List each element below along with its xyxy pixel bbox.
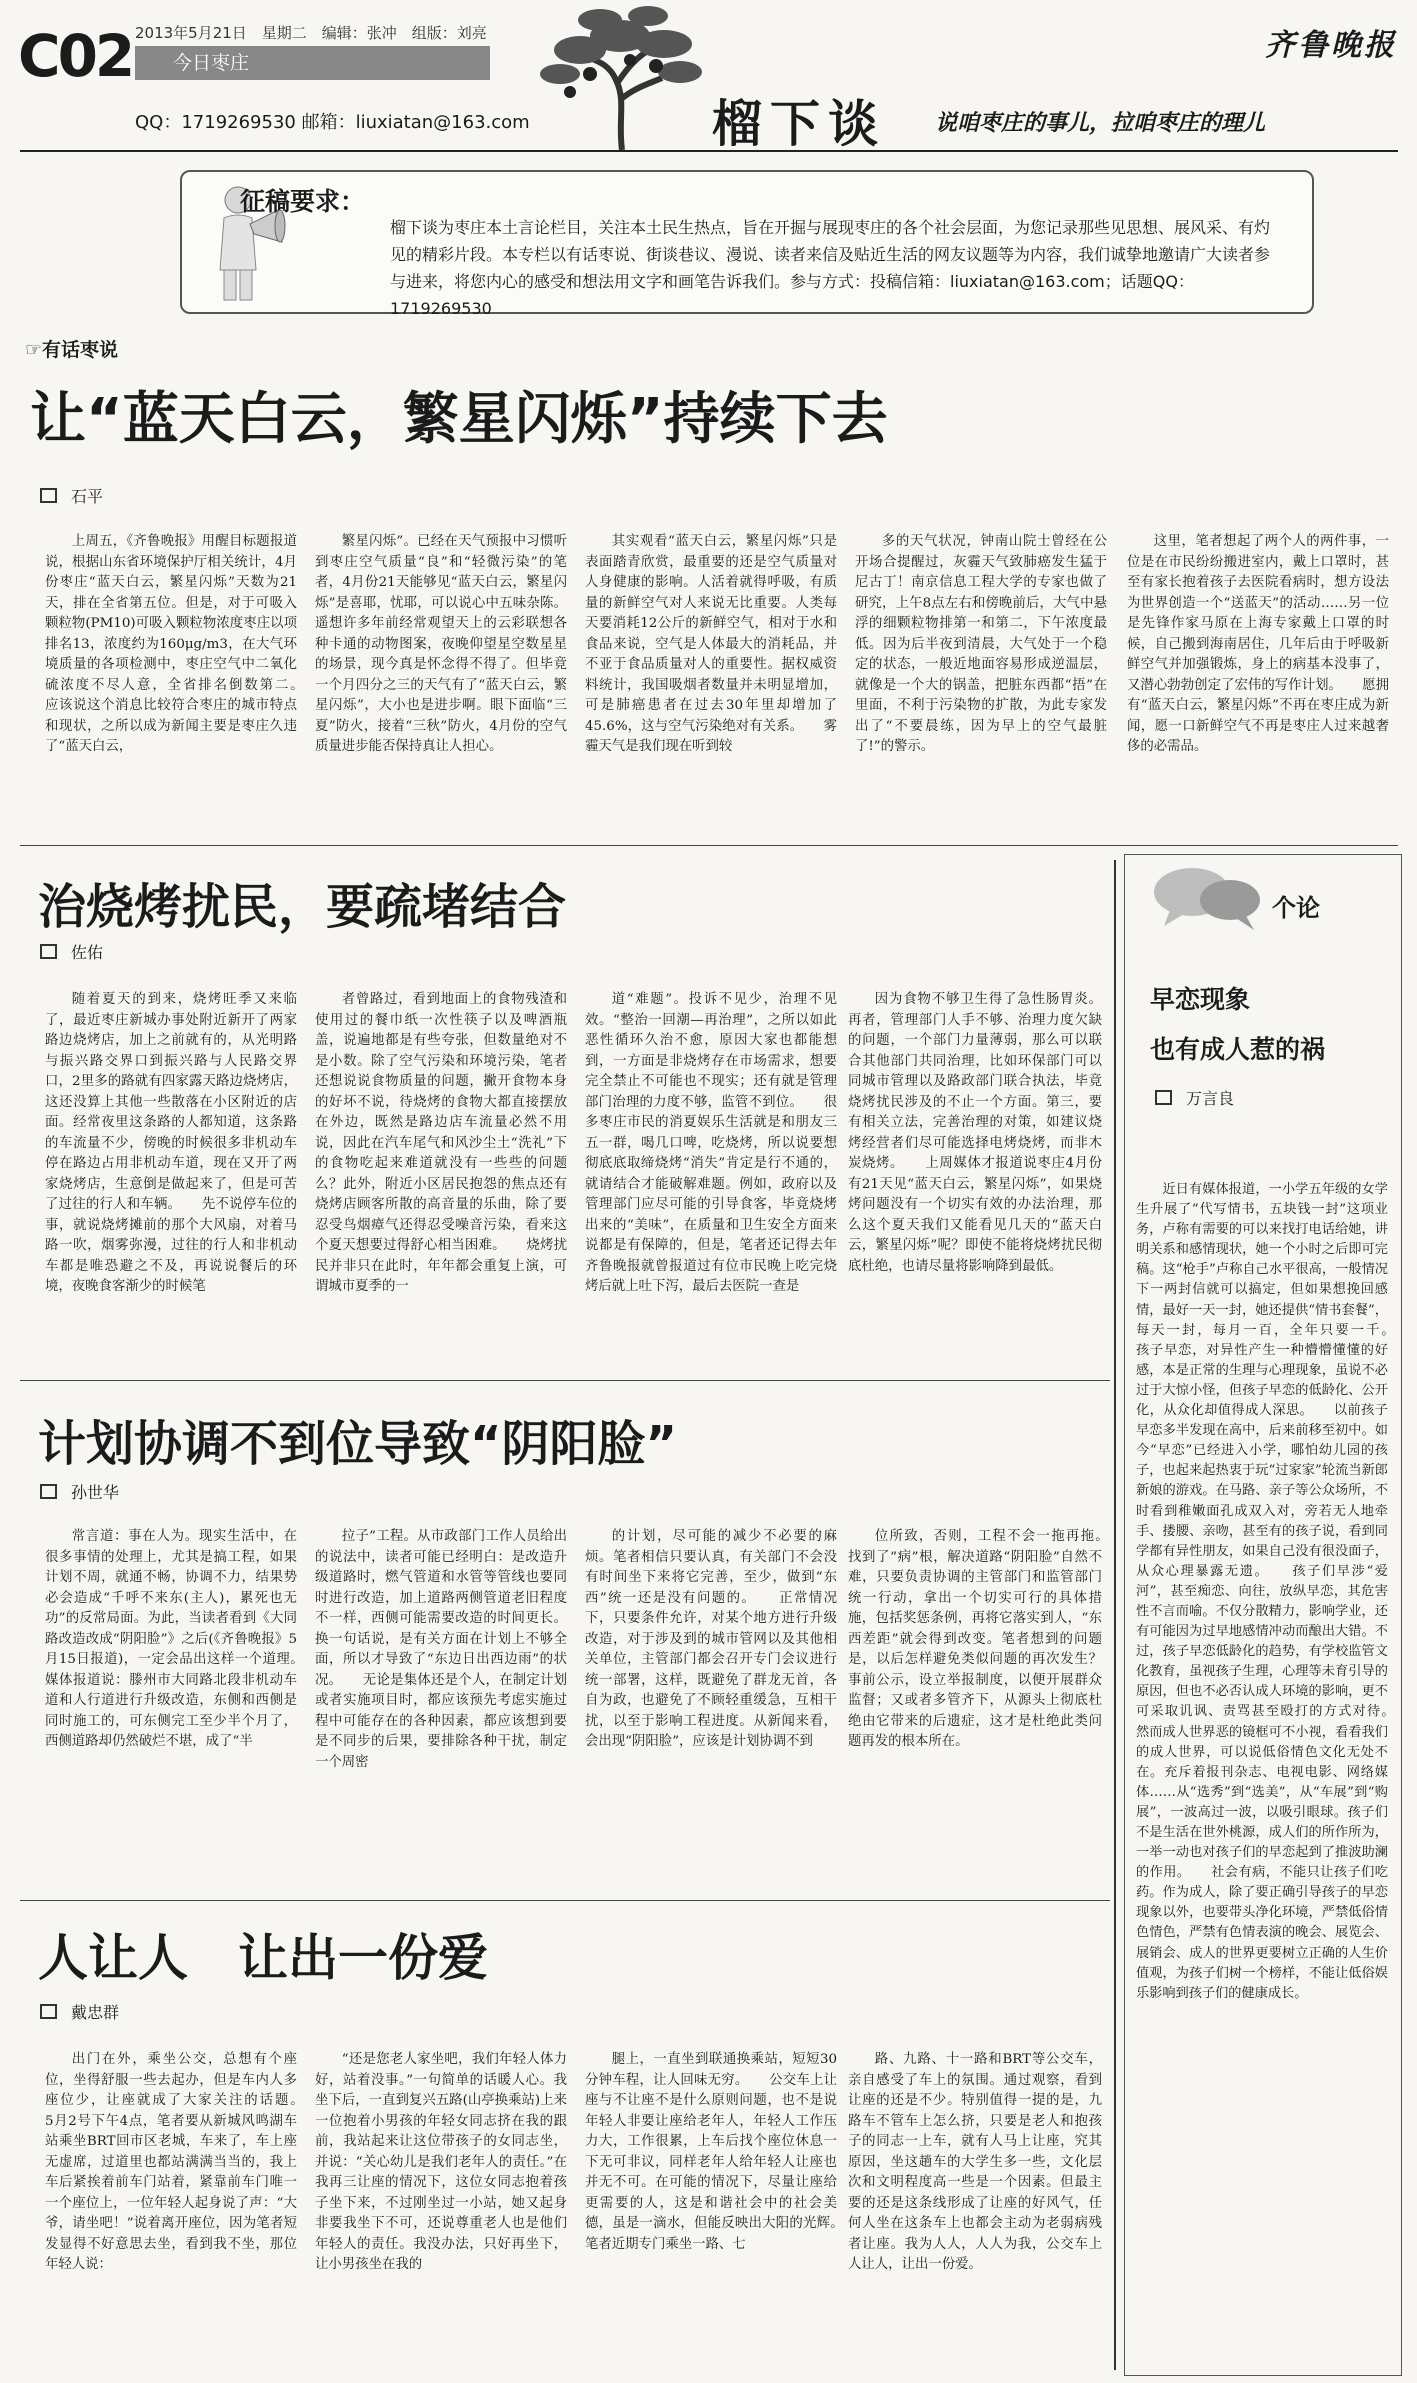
call-text: 榴下谈为枣庄本土言论栏目，关注本土民生热点，旨在开掘与展现枣庄的各个社会层面，为您记录那些见思想、展风采、有灼见的精彩片段。本专栏以有话枣说、街谈巷议、漫说、读者来信及贴近生活的网友议题等为内容，我们诚挚地邀请广大读者参与进来，将您内心的感受和想法用文字和画笔告诉我们。参与方式：投稿信箱：liuxiatan@163.com；话题QQ：1719269530: [390, 218, 1271, 318]
column-slogan: 说咱枣庄的事儿，拉咱枣庄的理儿: [935, 110, 1266, 136]
article-4-column-4: [848, 2050, 1102, 2365]
section-tag-label: 有话枣说: [42, 339, 119, 361]
pomegranate-tree-icon: [530, 0, 710, 150]
article-4-column-2: [315, 2050, 567, 2365]
article-3-column-1-text: 常言道：事在人为。现实生活中，在很多事情的处理上，尤其是搞工程，如果计划不周，就通不畅，协调不力，结果势必会造成“千呼不来东(主人)，累死也无功”的反常局面。为此，当读者看到《大同路改造改成“阴阳脸”》之后(《齐鲁晚报》5月15日报道)，一定会品出这样一个道理。 媒体报道说：滕州市大同路北段非机动车道和人行道进行升级改造，东侧和西侧是同时施工的，可东侧完工至少半个月了，西侧道路却仍然破烂不堪，成了“半: [45, 1529, 297, 1749]
date-line: 2013年5月21日 星期二 编辑：张冲 组版：刘亮: [135, 24, 487, 42]
article-1-column-2: [315, 532, 567, 842]
divider-2: [20, 1380, 1110, 1381]
article-4-column-3-text: 腿上，一直坐到联通换乘站，短短30分钟车程，让人回味无穷。 公交车上让座与不让座不是什么原则问题，也不是说年轻人非要让座给老年人，年轻人工作压力大，工作很累，上车后找个座位休息一下无可非议，同样老年人给年轻人让座也并无不可。在可能的情况下，尽量让座给更需要的人，这是和谐社会中的社会美德，虽是一滴水，但能反映出大阳的光辉。 笔者近期专门乘坐一路、七: [585, 2052, 837, 2252]
article-2-author: 佐佑: [40, 940, 103, 963]
article-2-column-3: [585, 990, 837, 1375]
article-1-column-1: [45, 532, 297, 842]
sidebar-body-text: 近日有媒体报道，一小学五年级的女学生升展了“代写情书，五块钱一封”这项业务，卢称有需要的可以来找打电话给她，讲明关系和感情现状，她一个小时之后即可完稿。这“枪手”卢称自己水平很高，一般情况下一两封信就可以搞定，但如果想挽回感情，最好一天一封，她还提供“情书套餐”，每天一封，每月一百，全年只要一千。 孩子早恋，对异性产生一种懵懵懂懂的好感，本是正常的生理与心理现象，虽说不必过于大惊小怪，但孩子早恋的低龄化、公开化，从众化却值得成人深思。 以前孩子早恋多半发现在高中，后来前移至初中。如今“早恋”已经进入小学，哪怕幼儿园的孩子，也起来起热衷于玩“过家家”轮流当新郎新娘的游戏。在马路、亲子等公众场所，不时看到稚嫩面孔成双入对，旁若无人地牵手、搂腰、亲吻，甚至有的孩子说，看到同学都有异性朋友，如果自己没有很没面子，从众心理暴露无遗。 孩子们早涉“爱河”，甚至痴恋、向往，放纵早恋，其危害性不言而喻。不仅分散精力，影响学业，还有可能因为过早地感情冲动而酿出大错。不过，孩子早恋低龄化的趋势，有学校监管文化教育，虽视孩子生理，心理等未育引导的原因，但也不必否认成人环境的影响，更不可采取讥讽、责骂甚至殴打的方式对待。 然而成人世界恶的镜框可不小视，看看我们的成人世界，可以说低俗情色文化无处不在。充斥着报刊杂志、电视电影、网络媒体……从“选秀”到“选美”，从“车展”到“购展”，一波高过一波，以吸引眼球。孩子们不是生活在世外桃源，成人们的所作所为，一举一动也对孩子们的早恋起到了推波助澜的作用。 社会有病，不能只让孩子们吃药。作为成人，除了要正确引导孩子的早恋现象以外，也要带头净化环境，严禁低俗情色情色，严禁有色情表演的晚会、展览会、展销会、成人的世界更要树立正确的人生价值观，为孩子们树一个榜样，不能让低俗娱乐影响到孩子们的健康成长。: [1136, 1182, 1388, 2001]
section-tag: ☞有话枣说: [25, 339, 119, 361]
article-2-column-4: [848, 990, 1102, 1375]
sidebar-author: 万言良: [1155, 1086, 1234, 1109]
article-1-column-3-text: 其实观看“蓝天白云，繁星闪烁”只是表面踏青欣赏，最重要的还是空气质量对人身健康的影响。人活着就得呼吸，有质量的新鲜空气对人来说无比重要。人类每天要消耗12公斤的新鲜空气，相对于水和食品来说，空气是人体最大的消耗品，并不亚于食品质量对人的重要性。据权威资料统计，我国吸烟者数量并未明显增加，可是肺癌患者在过去30年里却增加了45.6%，这与空气污染绝对有关系。 雾霾天气是我们现在听到较: [585, 534, 837, 754]
article-4-column-1: [45, 2050, 297, 2365]
call-title: 征稿要求：: [240, 187, 366, 216]
divider-1: [20, 845, 1398, 846]
article-1-column-5-text: 这里，笔者想起了两个人的两件事，一位是在市民纷纷搬进室内，戴上口罩时，甚至有家长抱着孩子去医院看病时，想方设法为世界创造一个“送蓝天”的活动……另一位是先锋作家马原在上海专家戴上口罩的时候，自己搬到海南居住，几年后由于呼吸新鲜空气并加强锻炼，身上的病基本没事了，又潜心勃勃创定了宏伟的写作计划。 愿拥有“蓝天白云，繁星闪烁”不再在枣庄成为新闻，愿一口新鲜空气不再是枣庄人过来越奢侈的必需品。: [1127, 534, 1389, 754]
article-1-column-4-text: 多的天气状况，钟南山院士曾经在公开场合提醒过，灰霾天气致肺癌发生猛于尼古丁！南京信息工程大学的专家也做了研究，上午8点左右和傍晚前后，大气中悬浮的细颗粒物排第一和第二，下午浓度最低。因为后半夜到清晨，大气处于一个稳定的状态，一般近地面容易形成逆温层，就像是一个大的锅盖，把脏东西都“捂”在里面，不利于污染物的扩散，为此专家发出了“不要晨练，因为早上的空气最脏了!”的警示。: [855, 534, 1107, 754]
article-2-title: 治烧烤扰民，要疏堵结合: [38, 879, 567, 935]
sidebar-body: [1136, 1180, 1388, 2365]
divider-3: [20, 1900, 1110, 1901]
article-4-column-4-text: 路、九路、十一路和BRT等公交车，亲自感受了车上的氛围。通过观察，看到让座的还是不少。特别值得一提的是，九路车不管车上怎么挤，只要是老人和抱孩子的同志一上车，就有人马上让座，究其原因，坐这趟车的大学生多一些，文化层次和文明程度高一些是一个因素。但最主要的还是这条线形成了让座的好风气，任何人坐在这条车上也都会主动为老弱病残者让座。我为人人，人人为我，公交车上人让人，让出一份爱。: [848, 2052, 1102, 2272]
article-2-column-3-text: 道“难题”。投诉不见少，治理不见效。“整治一回潮—再治理”，之所以如此恶性循环久治不愈，原因大家也都能想到，一方面是非烧烤存在市场需求，想要完全禁止不可能也不现实；还有就是管理部门治理的力度不够，监管不到位。 很多枣庄市民的消夏娱乐生活就是和朋友三五一群，喝几口啤，吃烧烤，所以说要想彻底底取缔烧烤“消失”肯定是行不通的，就请结合才能破解难题。例如，政府以及管理部门应尽可能的引导食客，毕竟烧烤出来的“美味”，在质量和卫生安全方面来说都是有保障的，但是，笔者还记得去年齐鲁晚报就曾报道过有位市民晚上吃完烧烤后就上吐下泻，最后去医院一查是: [585, 992, 837, 1294]
article-1-column-4: [855, 532, 1107, 842]
article-3-column-2-text: 拉子”工程。从市政部门工作人员给出的说法中，读者可能已经明白：是改造升级道路时，燃气管道和水管等管线也要同时进行改造，加上道路两侧管道老旧程度不一样，西侧可能需要改造的时间更长。换一句话说，是有关方面在计划上不够全面，所以才导致了“东边日出西边雨”的状况。 无论是集体还是个人，在制定计划或者实施项目时，都应该预先考虑实施过程中可能存在的各种因素，都应该想到要是不同步的后果，要排除各种干扰，制定一个周密: [315, 1529, 567, 1770]
contact-line: QQ：1719269530 邮箱：liuxiatan@163.com: [135, 112, 530, 133]
article-2-column-2-text: 者曾路过，看到地面上的食物残渣和使用过的餐巾纸一次性筷子以及啤酒瓶盖，说遍地都是有些夸张，但数量绝对不是小数。除了空气污染和环境污染，笔者还想说说食物质量的问题，撇开食物本身的好坏不说，待烧烤的食物大都直接摆放在外边，既然是路边店车流量必然不用说，因此在汽车尾气和风沙尘土“洗礼”下的食物吃起来难道就没有一些些的问题么？此外，附近小区居民抱怨的焦点还有烧烤店顾客所散的高音量的乐曲，除了要忍受鸟烟瘴气还得忍受噪音污染，看来这个夏天想要过得舒心相当困难。 烧烤扰民并非只在此时，年年都会重复上演，可谓城市夏季的一: [315, 992, 567, 1294]
article-3-column-2: [315, 1527, 567, 1897]
article-1-column-5: [1127, 532, 1389, 842]
article-2-column-1: [45, 990, 297, 1375]
article-4-column-2-text: “还是您老人家坐吧，我们年轻人体力好，站着没事。”一句简单的话暖人心。我坐下后，一直到复兴五路(山亭换乘站)上来一位抱着小男孩的年轻女同志挤在我的跟前，我站起来让这位带孩子的女同志坐，并说：“关心幼儿是我们老年人的责任。”在我再三让座的情况下，这位女同志抱着孩子坐下来，不过刚坐过一小站，她又起身非要我坐下不可，还说尊重老人也是他们年轻人的责任。我没办法，只好再坐下，让小男孩坐在我的: [315, 2052, 567, 2272]
sidebar-label: 个论: [1272, 894, 1320, 922]
page-number: C02: [18, 22, 133, 90]
article-4-column-1-text: 出门在外，乘坐公交，总想有个座位，坐得舒服一些去起办，但是车内人多座位少，让座就成了大家关注的话题。 5月2号下午4点，笔者要从新城风鸣湖车站乘坐BRT回市区老城，车来了，车上座无虚席，过道里也都站满满当当的，我上车后紧挨着前车门站着，紧靠前车门唯一一个座位上，一位年轻人起身说了声：“大爷，请坐吧！”说着离开座位，因为笔者短发显得不好意思去坐，看到我不坐，那位年轻人说：: [45, 2052, 297, 2272]
article-4-author: 戴忠群: [40, 2000, 119, 2023]
article-1-author: 石平: [40, 484, 103, 507]
article-4-column-3: [585, 2050, 837, 2365]
article-2-column-2: [315, 990, 567, 1375]
article-1-column-2-text: 繁星闪烁”。已经在天气预报中习惯听到枣庄空气质量“良”和“轻微污染”的笔者，4月份21天能够见“蓝天白云，繁星闪烁”是喜耶，忧耶，可以说心中五味杂陈。遥想许多年前经常观望天上的云彩联想各种卡通的动物图案，夜晚仰望星空数星星的场景，现今真是怀念得不得了。但毕竟一个月四分之三的天气有了“蓝天白云，繁星闪烁”，大小也是进步啊。眼下面临“三夏”防火，接着“三秋”防火，4月份的空气质量进步能否保持真让人担心。: [315, 534, 567, 754]
article-1-column-3: [585, 532, 837, 842]
sidebar-title-line-2: 也有成人惹的祸: [1150, 1035, 1326, 1064]
section-bar: 今日枣庄: [135, 46, 490, 80]
article-3-column-4: [848, 1527, 1102, 1897]
column-title: 榴下谈: [712, 94, 886, 153]
newspaper-brand: 齐鲁晚报: [1265, 28, 1397, 63]
article-3-column-4-text: 位所致，否则，工程不会一拖再拖。 找到了“病”根，解决道路“阴阳脸”自然不难，只要负责协调的主管部门和监管部门统一行动，拿出一个切实可行的具体措施，包括奖惩条例，再将它落实到人，“东西差距”就会得到改变。笔者想到的问题是，以后怎样避免类似问题的再次发生？事前公示，设立举报制度，以便开展群众监督；又或者多管齐下，从源头上彻底杜绝由它带来的后遗症，这才是杜绝此类问题再发的根本所在。: [848, 1529, 1102, 1749]
article-1-title: 让“蓝天白云，繁星闪烁”持续下去: [30, 387, 888, 452]
sidebar-title-line-1: 早恋现象: [1150, 985, 1251, 1014]
header-rule: [20, 150, 1398, 152]
sidebar-rule: [1114, 860, 1116, 2370]
article-2-column-1-text: 随着夏天的到来，烧烤旺季又来临了，最近枣庄新城办事处附近新开了两家路边烧烤店，加上之前就有的，从光明路与振兴路交界口到振兴路与人民路交界口，2里多的路就有四家露天路边烧烤店，这还没算上其他一些散落在小区附近的店面。经常夜里这条路的人都知道，这条路的车流量不少，傍晚的时候很多非机动车停在路边占用非机动车道，现在又开了两家烧烤店，生意倒是做起来了，但是可苦了过往的行人和车辆。 先不说停车位的事，就说烧烤摊前的那个大风扇，对着马路一吹，烟雾弥漫，过往的行人和非机动车都是唯恐避之不及，再说说餐后的环境，夜晚食客渐少的时候笔: [45, 992, 297, 1294]
article-3-title: 计划协调不到位导致“阴阳脸”: [38, 1416, 678, 1472]
speech-bubbles-icon: [1150, 862, 1265, 932]
article-2-column-4-text: 因为食物不够卫生得了急性肠胃炎。再者，管理部门人手不够、治理力度欠缺的问题，一个部门力量薄弱，那么可以联合其他部门共同治理，比如环保部门可以同城市管理以及路政部门联合执法，毕竟烧烤扰民涉及的不止一个方面。第三，要有相关立法，完善治理的对策，如建议烧烤经营者们尽可能选择电烤烧烤，而非木炭烧烤。 上周媒体才报道说枣庄4月份有21天见“蓝天白云，繁星闪烁”，如果烧烤问题没有一个切实有效的办法治理，那么这个夏天我们又能看见几天的“蓝天白云，繁星闪烁”呢？即使不能将烧烤扰民彻底杜绝，也请尽量将影响降到最低。: [848, 992, 1102, 1274]
article-3-author: 孙世华: [40, 1480, 119, 1503]
article-1-column-1-text: 上周五，《齐鲁晚报》用醒目标题报道说，根据山东省环境保护厅相关统计，4月份枣庄“蓝天白云，繁星闪烁”天数为21天，排在全省第五位。但是，对于可吸入颗粒物(PM10)可吸入颗粒物浓度枣庄以项排名13，浓度约为160μg/m3，在大气环境质量的各项检测中，枣庄空气中二氧化硫浓度不尽人意，全省排名倒数第二。 应该说这个消息比较符合枣庄的城市特点和现状，之所以成为新闻主要是枣庄久违了“蓝天白云，: [45, 534, 297, 754]
article-4-title: 人让人 让出一份爱: [38, 1929, 488, 1987]
article-3-column-3: [585, 1527, 837, 1897]
article-3-column-3-text: 的计划，尽可能的减少不必要的麻烦。笔者相信只要认真，有关部门不会没有时间坐下来将它完善，至少，做到“东西”统一还是没有问题的。 正常情况下，只要条件允许，对某个地方进行升级改造，对于涉及到的城市管网以及其他相关单位，主管部门都会召开专门会议进行统一部署，这样，既避免了群龙无首，各自为政，也避免了不顾轻重缓急，互相干扰，以至于影响工程进度。从新闻来看，会出现“阴阳脸”，应该是计划协调不到: [585, 1529, 837, 1749]
article-3-column-1: [45, 1527, 297, 1897]
